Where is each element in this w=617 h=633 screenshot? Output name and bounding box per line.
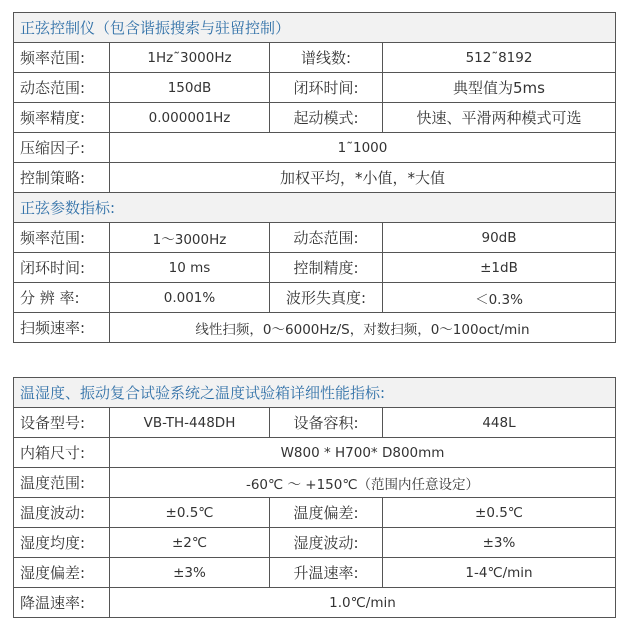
humid-dev-value: ±3% xyxy=(110,558,270,588)
temp-range-label: 温度范围: xyxy=(14,468,110,498)
inner-size-label: 内箱尺寸: xyxy=(14,438,110,468)
loop-time-value: 典型值为5ms xyxy=(383,73,616,103)
table-row xyxy=(14,313,616,343)
sine-freq-range-value: 1～3000Hz xyxy=(110,223,270,253)
humid-dev-label: 湿度偏差: xyxy=(14,558,110,588)
chamber-title: 温湿度、振动复合试验系统之温度试验箱详细性能指标: xyxy=(14,378,616,408)
temp-dev-value: ±0.5℃ xyxy=(383,498,616,528)
cool-rate-label: 降温速率: xyxy=(14,588,110,618)
start-mode-value: 快速、平滑两种模式可选 xyxy=(383,103,616,133)
temp-fluct-label: 温度波动: xyxy=(14,498,110,528)
temp-range-value: -60℃ ～ +150℃（范围内任意设定） xyxy=(110,468,616,498)
dyn-range-label: 动态范围: xyxy=(14,73,110,103)
sine-freq-range-label: 频率范围: xyxy=(14,223,110,253)
sine-dyn-range-value: 90dB xyxy=(383,223,616,253)
table-row xyxy=(14,223,616,253)
model-label: 设备型号: xyxy=(14,408,110,438)
strategy-value: 加权平均，*小值，*大值 xyxy=(110,163,616,193)
model-value: VB-TH-448DH xyxy=(110,408,270,438)
cool-rate-value: 1.0℃/min xyxy=(110,588,616,618)
table-row xyxy=(14,43,616,73)
freq-range-value: 1Hz˜3000Hz xyxy=(110,43,270,73)
humid-uniform-value: ±2℃ xyxy=(110,528,270,558)
table-row xyxy=(14,408,616,438)
heat-rate-label: 升温速率: xyxy=(270,558,383,588)
distortion-label: 波形失真度: xyxy=(270,283,383,313)
distortion-value: ＜0.3% xyxy=(383,283,616,313)
capacity-label: 设备容积: xyxy=(270,408,383,438)
sine-ctrl-precision-value: ±1dB xyxy=(383,253,616,283)
humid-fluct-value: ±3% xyxy=(383,528,616,558)
freq-precision-label: 频率精度: xyxy=(14,103,110,133)
resolution-value: 0.001% xyxy=(110,283,270,313)
table-row xyxy=(14,253,616,283)
table-row xyxy=(14,588,616,618)
table-row xyxy=(14,103,616,133)
table-row xyxy=(14,498,616,528)
sweep-label: 扫频速率: xyxy=(14,313,110,343)
controller-title: 正弦控制仪（包含谐振搜索与驻留控制） xyxy=(14,13,616,43)
table-row xyxy=(14,163,616,193)
sine-dyn-range-label: 动态范围: xyxy=(270,223,383,253)
inner-size-value: W800 * H700* D800mm xyxy=(110,438,616,468)
table-row xyxy=(14,133,616,163)
table-row xyxy=(14,468,616,498)
sine-params-heading: 正弦参数指标: xyxy=(14,193,616,223)
humid-uniform-label: 湿度均度: xyxy=(14,528,110,558)
compression-value: 1˜1000 xyxy=(110,133,616,163)
sine-ctrl-precision-label: 控制精度: xyxy=(270,253,383,283)
sine-loop-value: 10 ms xyxy=(110,253,270,283)
freq-range-label: 频率范围: xyxy=(14,43,110,73)
compression-label: 压缩因子: xyxy=(14,133,110,163)
table-row xyxy=(14,438,616,468)
table-row xyxy=(14,283,616,313)
section-header-row xyxy=(14,193,616,223)
lines-label: 谱线数: xyxy=(270,43,383,73)
heat-rate-value: 1-4℃/min xyxy=(383,558,616,588)
temp-dev-label: 温度偏差: xyxy=(270,498,383,528)
lines-value: 512˜8192 xyxy=(383,43,616,73)
temperature-chamber-spec-table xyxy=(13,377,616,618)
resolution-label: 分 辨 率: xyxy=(14,283,110,313)
temp-fluct-value: ±0.5℃ xyxy=(110,498,270,528)
sine-controller-spec-table xyxy=(13,12,616,343)
loop-time-label: 闭环时间: xyxy=(270,73,383,103)
sine-loop-label: 闭环时间: xyxy=(14,253,110,283)
table-row xyxy=(14,558,616,588)
dyn-range-value: 150dB xyxy=(110,73,270,103)
freq-precision-value: 0.000001Hz xyxy=(110,103,270,133)
strategy-label: 控制策略: xyxy=(14,163,110,193)
sweep-value: 线性扫频，0～6000Hz/S，对数扫频，0～100oct/min xyxy=(110,313,616,343)
humid-fluct-label: 湿度波动: xyxy=(270,528,383,558)
table-header-row xyxy=(14,13,616,43)
start-mode-label: 起动模式: xyxy=(270,103,383,133)
table-header-row xyxy=(14,378,616,408)
capacity-value: 448L xyxy=(383,408,616,438)
table-row xyxy=(14,73,616,103)
table-row xyxy=(14,528,616,558)
